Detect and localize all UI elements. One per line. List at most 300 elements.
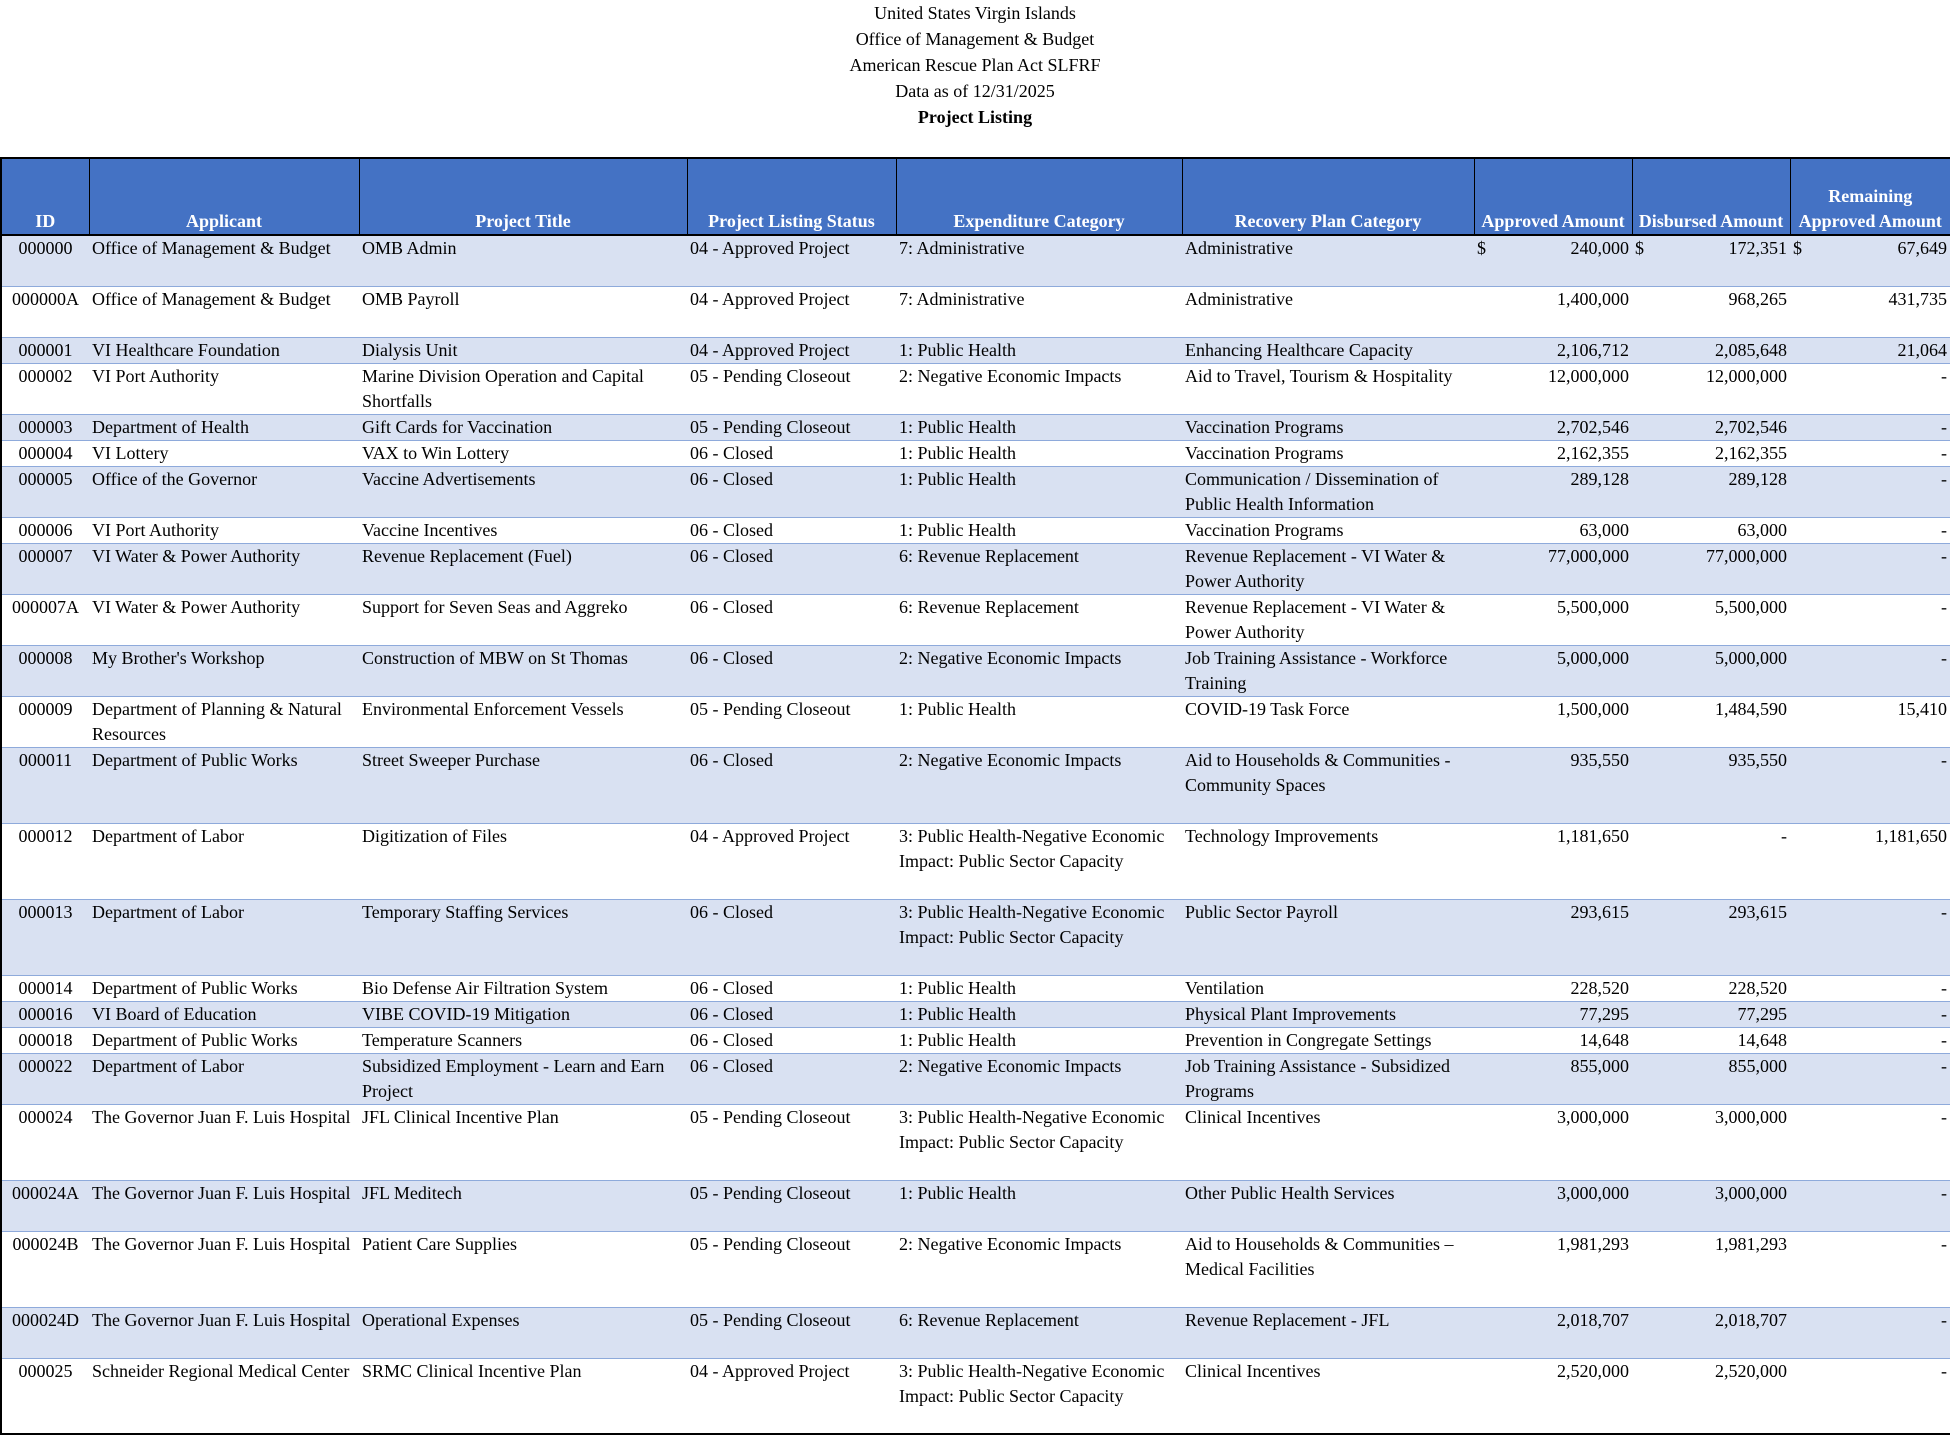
- cell-project-title: [359, 517, 687, 543]
- cell-disbursed-amount-value: 2,085,648: [1715, 339, 1787, 360]
- cell-recovery-plan-category-value: Job Training Assistance - Workforce Training: [1185, 647, 1448, 693]
- cell-remaining-amount-value: -: [1941, 977, 1947, 998]
- cell-disbursed-amount: [1632, 337, 1790, 363]
- cell-id: [1, 1104, 89, 1180]
- cell-recovery-plan-category-value: Public Sector Payroll: [1185, 901, 1338, 922]
- cell-status-value: 06 - Closed: [690, 1003, 773, 1024]
- cell-approved-amount-value: 2,702,546: [1557, 416, 1629, 437]
- cell-status-value: 04 - Approved Project: [690, 1360, 850, 1381]
- cell-approved-amount-value: 935,550: [1570, 749, 1629, 770]
- cell-id-value: 000018: [18, 1029, 73, 1050]
- cell-remaining-amount-value: 15,410: [1897, 698, 1947, 719]
- cell-applicant-value: The Governor Juan F. Luis Hospital: [92, 1309, 351, 1330]
- cell-remaining-amount: [1790, 363, 1950, 414]
- cell-approved-amount-value: 2,162,355: [1557, 442, 1629, 463]
- cell-status-value: 05 - Pending Closeout: [690, 698, 851, 719]
- cell-project-title: [359, 414, 687, 440]
- cell-remaining-amount-value: -: [1941, 1106, 1947, 1127]
- cell-remaining-amount-value: -: [1941, 749, 1947, 770]
- cell-expenditure-category-value: 1: Public Health: [899, 1003, 1016, 1024]
- cell-approved-amount: [1474, 1180, 1632, 1231]
- cell-project-title: [359, 747, 687, 823]
- cell-applicant: [89, 1358, 359, 1434]
- cell-disbursed-amount: [1632, 645, 1790, 696]
- cell-applicant-value: VI Port Authority: [92, 365, 220, 386]
- cell-applicant-value: Department of Public Works: [92, 749, 298, 770]
- cell-expenditure-category-value: 1: Public Health: [899, 442, 1016, 463]
- cell-project-title-value: Temporary Staffing Services: [362, 901, 569, 922]
- cell-status-value: 06 - Closed: [690, 977, 773, 998]
- cell-approved-amount: [1474, 1358, 1632, 1434]
- table-row[interactable]: [1, 286, 1950, 337]
- cell-expenditure-category-value: 1: Public Health: [899, 977, 1016, 998]
- cell-remaining-amount-value: -: [1941, 519, 1947, 540]
- cell-recovery-plan-category-value: Aid to Households & Communities – Medical Facilities: [1185, 1233, 1454, 1279]
- table-row[interactable]: [1, 645, 1950, 696]
- cell-remaining-amount-value: -: [1941, 1309, 1947, 1330]
- cell-project-title-value: Patient Care Supplies: [362, 1233, 517, 1254]
- cell-id-value: 000024B: [12, 1233, 79, 1254]
- cell-expenditure-category-value: 1: Public Health: [899, 1182, 1016, 1203]
- cell-project-title-value: SRMC Clinical Incentive Plan: [362, 1360, 582, 1381]
- cell-project-title: [359, 543, 687, 594]
- cell-project-title: [359, 645, 687, 696]
- table-row[interactable]: [1, 1307, 1950, 1358]
- cell-remaining-amount-value: -: [1941, 468, 1947, 489]
- cell-status: [687, 1358, 896, 1434]
- cell-applicant: [89, 645, 359, 696]
- cell-remaining-amount-value: -: [1941, 442, 1947, 463]
- cell-expenditure-category: [896, 1307, 1182, 1358]
- cell-project-title: [359, 466, 687, 517]
- cell-id-value: 000006: [18, 519, 73, 540]
- cell-status-value: 06 - Closed: [690, 749, 773, 770]
- cell-recovery-plan-category: [1182, 975, 1474, 1001]
- cell-status: [687, 466, 896, 517]
- cell-applicant: [89, 594, 359, 645]
- col-header-remaining-amount[interactable]: Remaining Approved Amount: [1790, 158, 1950, 235]
- cell-status: [687, 1027, 896, 1053]
- table-row[interactable]: [1, 696, 1950, 747]
- cell-applicant: [89, 543, 359, 594]
- cell-expenditure-category-value: 7: Administrative: [899, 288, 1025, 309]
- cell-applicant: [89, 823, 359, 899]
- cell-id-value: 000007A: [12, 596, 79, 617]
- cell-approved-amount: [1474, 440, 1632, 466]
- cell-recovery-plan-category-value: Administrative: [1185, 238, 1293, 258]
- cell-recovery-plan-category: [1182, 286, 1474, 337]
- cell-disbursed-amount: [1632, 1001, 1790, 1027]
- cell-expenditure-category-value: 2: Negative Economic Impacts: [899, 365, 1122, 386]
- cell-expenditure-category: [896, 414, 1182, 440]
- cell-approved-amount: [1474, 363, 1632, 414]
- cell-status-value: 04 - Approved Project: [690, 825, 850, 846]
- cell-applicant-value: The Governor Juan F. Luis Hospital: [92, 1106, 351, 1127]
- cell-expenditure-category: [896, 337, 1182, 363]
- cell-id: [1, 235, 89, 286]
- cell-disbursed-amount-value: 1,484,590: [1715, 698, 1787, 719]
- cell-status: [687, 286, 896, 337]
- cell-applicant-value: The Governor Juan F. Luis Hospital: [92, 1233, 351, 1254]
- cell-project-title: [359, 286, 687, 337]
- cell-expenditure-category-value: 1: Public Health: [899, 698, 1016, 719]
- cell-remaining-amount-value: -: [1941, 1029, 1947, 1050]
- cell-disbursed-amount-value: 77,000,000: [1706, 545, 1787, 566]
- cell-status: [687, 1180, 896, 1231]
- cell-recovery-plan-category-value: Ventilation: [1185, 977, 1264, 998]
- cell-applicant-value: Office of Management & Budget: [92, 238, 331, 258]
- cell-expenditure-category: [896, 1053, 1182, 1104]
- cell-project-title: [359, 1104, 687, 1180]
- cell-status-value: 06 - Closed: [690, 1055, 773, 1076]
- cell-approved-amount-value: 2,106,712: [1557, 339, 1629, 360]
- cell-applicant: [89, 696, 359, 747]
- cell-approved-amount: [1474, 466, 1632, 517]
- cell-project-title: [359, 1053, 687, 1104]
- cell-applicant-value: Department of Labor: [92, 1055, 244, 1076]
- cell-disbursed-amount: [1632, 975, 1790, 1001]
- cell-remaining-amount: [1790, 696, 1950, 747]
- cell-status: [687, 1053, 896, 1104]
- cell-approved-amount-value: 3,000,000: [1557, 1182, 1629, 1203]
- table-row[interactable]: [1, 594, 1950, 645]
- cell-status-value: 05 - Pending Closeout: [690, 365, 851, 386]
- cell-remaining-amount: [1790, 747, 1950, 823]
- table-row[interactable]: [1, 1358, 1950, 1434]
- table-row[interactable]: [1, 517, 1950, 543]
- cell-recovery-plan-category-value: COVID-19 Task Force: [1185, 698, 1350, 719]
- cell-recovery-plan-category: [1182, 337, 1474, 363]
- table-row[interactable]: [1, 747, 1950, 823]
- table-header-row: [1, 158, 1950, 235]
- cell-status-value: 06 - Closed: [690, 442, 773, 463]
- cell-recovery-plan-category-value: Vaccination Programs: [1185, 519, 1344, 540]
- cell-status: [687, 899, 896, 975]
- cell-recovery-plan-category: [1182, 645, 1474, 696]
- cell-disbursed-amount: [1632, 466, 1790, 517]
- cell-disbursed-amount-value: 5,500,000: [1715, 596, 1787, 617]
- cell-approved-amount-value: 1,400,000: [1557, 288, 1629, 309]
- cell-approved-amount: [1474, 1307, 1632, 1358]
- cell-expenditure-category-value: 2: Negative Economic Impacts: [899, 647, 1122, 668]
- cell-approved-amount: [1474, 899, 1632, 975]
- table-row[interactable]: [1, 899, 1950, 975]
- cell-applicant: [89, 747, 359, 823]
- cell-id-value: 000013: [18, 901, 73, 922]
- table-row[interactable]: [1, 1231, 1950, 1307]
- cell-status: [687, 337, 896, 363]
- cell-status-value: 06 - Closed: [690, 596, 773, 617]
- col-header-recovery-plan-category[interactable]: Recovery Plan Category: [1182, 158, 1474, 235]
- cell-id: [1, 975, 89, 1001]
- cell-status-value: 06 - Closed: [690, 468, 773, 489]
- col-header-applicant[interactable]: Applicant: [89, 158, 359, 235]
- cell-applicant: [89, 440, 359, 466]
- cell-status: [687, 235, 896, 286]
- table-row[interactable]: [1, 1104, 1950, 1180]
- cell-applicant: [89, 975, 359, 1001]
- cell-remaining-amount: [1790, 1358, 1950, 1434]
- cell-expenditure-category-value: 3: Public Health-Negative Economic Impact: Public Sector Capacity: [899, 901, 1165, 947]
- col-header-status[interactable]: Project Listing Status: [687, 158, 896, 235]
- cell-project-title-value: Revenue Replacement (Fuel): [362, 545, 572, 566]
- cell-expenditure-category: [896, 696, 1182, 747]
- cell-project-title-value: Construction of MBW on St Thomas: [362, 647, 628, 668]
- cell-disbursed-amount: [1632, 1104, 1790, 1180]
- cell-status-value: 06 - Closed: [690, 647, 773, 668]
- cell-remaining-amount: [1790, 414, 1950, 440]
- cell-id-value: 000005: [18, 468, 73, 489]
- cell-id-value: 000011: [18, 749, 73, 770]
- cell-id-value: 000024A: [12, 1182, 79, 1203]
- cell-id: [1, 645, 89, 696]
- cell-status-value: 05 - Pending Closeout: [690, 416, 851, 437]
- cell-recovery-plan-category-value: Aid to Travel, Tourism & Hospitality: [1185, 365, 1453, 386]
- cell-disbursed-amount: [1632, 696, 1790, 747]
- cell-expenditure-category: [896, 1001, 1182, 1027]
- cell-applicant: [89, 1231, 359, 1307]
- cell-id: [1, 1027, 89, 1053]
- cell-id: [1, 1307, 89, 1358]
- cell-remaining-amount-value: 21,064: [1897, 339, 1947, 360]
- cell-recovery-plan-category-value: Clinical Incentives: [1185, 1360, 1321, 1381]
- cell-project-title-value: Vaccine Advertisements: [362, 468, 536, 489]
- cell-applicant-value: Department of Labor: [92, 901, 244, 922]
- cell-disbursed-amount-value: 2,702,546: [1715, 416, 1787, 437]
- cell-recovery-plan-category-value: Revenue Replacement - VI Water & Power Authority: [1185, 596, 1446, 642]
- cell-remaining-amount: [1790, 235, 1950, 286]
- cell-id-value: 000022: [18, 1055, 73, 1076]
- table-row[interactable]: [1, 414, 1950, 440]
- table-row[interactable]: [1, 1027, 1950, 1053]
- cell-project-title-value: JFL Clinical Incentive Plan: [362, 1106, 559, 1127]
- cell-approved-amount-value: 63,000: [1579, 519, 1629, 540]
- cell-remaining-amount-value: -: [1941, 545, 1947, 566]
- cell-approved-amount: [1474, 823, 1632, 899]
- cell-recovery-plan-category-value: Vaccination Programs: [1185, 442, 1344, 463]
- cell-project-title: [359, 1001, 687, 1027]
- cell-expenditure-category: [896, 1104, 1182, 1180]
- cell-id: [1, 696, 89, 747]
- table-row[interactable]: [1, 363, 1950, 414]
- cell-id-value: 000000A: [12, 288, 79, 309]
- header-line-date: Data as of 12/31/2025: [895, 81, 1055, 101]
- cell-id-value: 000009: [18, 698, 73, 719]
- cell-recovery-plan-category: [1182, 1307, 1474, 1358]
- cell-remaining-amount: [1790, 1231, 1950, 1307]
- cell-approved-amount: [1474, 517, 1632, 543]
- col-header-project-title[interactable]: Project Title: [359, 158, 687, 235]
- cell-status-value: 05 - Pending Closeout: [690, 1309, 851, 1330]
- header-line-office: Office of Management & Budget: [855, 29, 1095, 49]
- table-row[interactable]: [1, 235, 1950, 286]
- cell-applicant-value: VI Port Authority: [92, 519, 220, 540]
- table-row[interactable]: [1, 543, 1950, 594]
- cell-expenditure-category: [896, 823, 1182, 899]
- cell-recovery-plan-category: [1182, 1231, 1474, 1307]
- cell-project-title: [359, 975, 687, 1001]
- cell-disbursed-amount-value: 293,615: [1728, 901, 1787, 922]
- table-row[interactable]: [1, 823, 1950, 899]
- cell-status: [687, 363, 896, 414]
- cell-recovery-plan-category-value: Physical Plant Improvements: [1185, 1003, 1396, 1024]
- cell-recovery-plan-category: [1182, 1053, 1474, 1104]
- cell-expenditure-category-value: 1: Public Health: [899, 339, 1016, 360]
- table-row[interactable]: [1, 1053, 1950, 1104]
- cell-expenditure-category-value: 3: Public Health-Negative Economic Impact: Public Sector Capacity: [899, 1360, 1165, 1406]
- cell-remaining-amount: [1790, 1053, 1950, 1104]
- cell-approved-amount: [1474, 747, 1632, 823]
- col-header-approved-amount[interactable]: Approved Amount: [1474, 158, 1632, 235]
- cell-id: [1, 517, 89, 543]
- cell-applicant-value: The Governor Juan F. Luis Hospital: [92, 1182, 351, 1203]
- table-row[interactable]: [1, 466, 1950, 517]
- cell-recovery-plan-category-value: Communication / Dissemination of Public Health Information: [1185, 468, 1439, 514]
- cell-expenditure-category-value: 2: Negative Economic Impacts: [899, 1055, 1122, 1076]
- cell-status: [687, 823, 896, 899]
- cell-recovery-plan-category: [1182, 543, 1474, 594]
- cell-project-title: [359, 1358, 687, 1434]
- cell-expenditure-category: [896, 440, 1182, 466]
- cell-project-title-value: Marine Division Operation and Capital Shortfalls: [362, 365, 644, 411]
- cell-project-title: [359, 235, 687, 286]
- cell-approved-amount-value: 5,500,000: [1557, 596, 1629, 617]
- cell-disbursed-amount: [1632, 899, 1790, 975]
- cell-id: [1, 823, 89, 899]
- cell-recovery-plan-category: [1182, 1104, 1474, 1180]
- table-row[interactable]: [1, 337, 1950, 363]
- cell-disbursed-amount-value: 3,000,000: [1715, 1106, 1787, 1127]
- cell-recovery-plan-category: [1182, 823, 1474, 899]
- col-header-expenditure-category[interactable]: Expenditure Category: [896, 158, 1182, 235]
- table-row[interactable]: [1, 1180, 1950, 1231]
- cell-disbursed-amount: [1632, 1358, 1790, 1434]
- cell-remaining-amount: [1790, 440, 1950, 466]
- project-listing-table: [0, 157, 1950, 1435]
- cell-status: [687, 543, 896, 594]
- cell-recovery-plan-category: [1182, 517, 1474, 543]
- cell-expenditure-category-value: 6: Revenue Replacement: [899, 1309, 1079, 1330]
- cell-recovery-plan-category: [1182, 899, 1474, 975]
- report-title: Project Listing: [917, 107, 1033, 127]
- cell-status: [687, 696, 896, 747]
- cell-recovery-plan-category-value: Enhancing Healthcare Capacity: [1185, 339, 1413, 360]
- cell-applicant-value: Department of Health: [92, 416, 249, 437]
- cell-recovery-plan-category: [1182, 1180, 1474, 1231]
- cell-disbursed-amount: [1632, 594, 1790, 645]
- cell-disbursed-amount-value: 12,000,000: [1706, 365, 1787, 386]
- cell-expenditure-category-value: 1: Public Health: [899, 416, 1016, 437]
- cell-remaining-amount: [1790, 1180, 1950, 1231]
- col-header-id[interactable]: ID: [1, 158, 89, 235]
- cell-id-value: 000008: [18, 647, 73, 668]
- cell-approved-amount-value: 2,018,707: [1557, 1309, 1629, 1330]
- cell-status-value: 06 - Closed: [690, 1029, 773, 1050]
- cell-disbursed-amount-value: 228,520: [1728, 977, 1787, 998]
- cell-status-value: 05 - Pending Closeout: [690, 1106, 851, 1127]
- currency-symbol: $: [1793, 238, 1802, 258]
- cell-applicant-value: Department of Planning & Natural Resources: [92, 698, 342, 744]
- report-header: [0, 0, 1950, 130]
- cell-approved-amount-value: 12,000,000: [1548, 365, 1629, 386]
- cell-approved-amount: [1474, 1053, 1632, 1104]
- cell-recovery-plan-category-value: Clinical Incentives: [1185, 1106, 1321, 1127]
- cell-id-value: 000002: [18, 365, 73, 386]
- table-row[interactable]: [1, 975, 1950, 1001]
- cell-approved-amount-value: 228,520: [1570, 977, 1629, 998]
- cell-id: [1, 1001, 89, 1027]
- cell-approved-amount: [1474, 337, 1632, 363]
- cell-disbursed-amount-value: 63,000: [1737, 519, 1787, 540]
- cell-project-title-value: OMB Admin: [362, 238, 457, 258]
- cell-remaining-amount: [1790, 466, 1950, 517]
- cell-approved-amount-value: 1,500,000: [1557, 698, 1629, 719]
- cell-disbursed-amount: [1632, 543, 1790, 594]
- cell-id-value: 000007: [18, 545, 73, 566]
- cell-applicant: [89, 235, 359, 286]
- cell-disbursed-amount: [1632, 1053, 1790, 1104]
- cell-applicant: [89, 363, 359, 414]
- cell-approved-amount-value: 14,648: [1579, 1029, 1629, 1050]
- cell-approved-amount-value: 293,615: [1570, 901, 1629, 922]
- cell-recovery-plan-category: [1182, 594, 1474, 645]
- cell-recovery-plan-category: [1182, 235, 1474, 286]
- table-row[interactable]: [1, 1001, 1950, 1027]
- cell-remaining-amount: [1790, 594, 1950, 645]
- cell-id: [1, 337, 89, 363]
- col-header-disbursed-amount[interactable]: Disbursed Amount: [1632, 158, 1790, 235]
- cell-recovery-plan-category: [1182, 696, 1474, 747]
- cell-applicant: [89, 337, 359, 363]
- cell-expenditure-category-value: 2: Negative Economic Impacts: [899, 1233, 1122, 1254]
- cell-status: [687, 1307, 896, 1358]
- cell-expenditure-category: [896, 975, 1182, 1001]
- cell-remaining-amount-value: 67,649: [1897, 238, 1947, 258]
- table-row[interactable]: [1, 440, 1950, 466]
- cell-disbursed-amount: [1632, 1180, 1790, 1231]
- header-line-territory: United States Virgin Islands: [874, 3, 1076, 23]
- cell-expenditure-category-value: 6: Revenue Replacement: [899, 596, 1079, 617]
- cell-expenditure-category: [896, 543, 1182, 594]
- cell-project-title: [359, 1180, 687, 1231]
- cell-disbursed-amount-value: 968,265: [1728, 288, 1787, 309]
- cell-id: [1, 414, 89, 440]
- cell-expenditure-category-value: 3: Public Health-Negative Economic Impact: Public Sector Capacity: [899, 1106, 1165, 1152]
- cell-project-title-value: Subsidized Employment - Learn and Earn Project: [362, 1055, 665, 1101]
- cell-status: [687, 517, 896, 543]
- cell-disbursed-amount-value: 172,351: [1728, 238, 1787, 258]
- cell-applicant: [89, 1001, 359, 1027]
- cell-project-title-value: Bio Defense Air Filtration System: [362, 977, 608, 998]
- cell-status: [687, 645, 896, 696]
- cell-applicant-value: Department of Public Works: [92, 1029, 298, 1050]
- cell-remaining-amount-value: -: [1941, 901, 1947, 922]
- cell-id: [1, 1358, 89, 1434]
- cell-id-value: 000014: [18, 977, 73, 998]
- cell-disbursed-amount: [1632, 747, 1790, 823]
- cell-approved-amount: [1474, 645, 1632, 696]
- cell-id-value: 000024: [18, 1106, 73, 1127]
- cell-recovery-plan-category: [1182, 414, 1474, 440]
- cell-expenditure-category: [896, 1358, 1182, 1434]
- cell-id: [1, 899, 89, 975]
- cell-expenditure-category: [896, 363, 1182, 414]
- cell-disbursed-amount-value: 2,520,000: [1715, 1360, 1787, 1381]
- cell-approved-amount: [1474, 1001, 1632, 1027]
- cell-disbursed-amount: [1632, 517, 1790, 543]
- cell-id: [1, 466, 89, 517]
- cell-approved-amount: [1474, 594, 1632, 645]
